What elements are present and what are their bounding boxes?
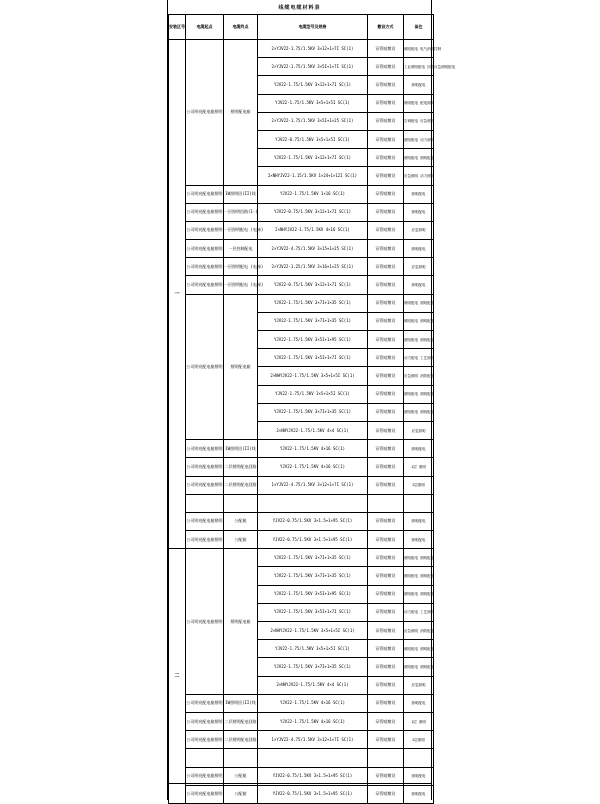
- table-row: [169, 185, 434, 203]
- cable-cell: 2×YJV22-1.75/1.5KV 3×12+1×7I SC(1): [258, 40, 368, 58]
- start-cell: 公司明亮配电箱照明: [186, 40, 224, 186]
- remark-cell: 照明配电 电气消防控制: [404, 40, 434, 58]
- col-header-start: 电缆起点: [186, 15, 224, 40]
- method-cell: 穿管暗敷设: [368, 603, 404, 621]
- remark-cell: 照明配电: [404, 512, 434, 530]
- remark-cell: 动力配电 工艺照明: [404, 603, 434, 621]
- cable-cell: YJV22-0.75/1.5KV 3×1.5+1×95 SC(1): [258, 785, 368, 803]
- table-row: [169, 549, 434, 567]
- method-cell: 穿管暗敷设: [368, 567, 404, 585]
- zone-cell: 一: [169, 40, 186, 549]
- table-row: [169, 40, 434, 58]
- cable-cell: 2×NHYJV22-1.75/1.5KV 4×16 SC(1): [258, 221, 368, 239]
- table-row: [169, 731, 434, 749]
- method-cell: 穿管暗敷设: [368, 676, 404, 694]
- start-cell: 公司明亮配电箱照明: [186, 476, 224, 494]
- start-cell: 公司明亮配电箱照明: [186, 549, 224, 695]
- cable-cell: 2×NHYJV22-1.15/1.5KV 1×24+1×12I SC(1): [258, 167, 368, 185]
- remark-cell: 照明配电 照明配电: [404, 331, 434, 349]
- method-cell: 穿管暗敷设: [368, 203, 404, 221]
- cable-cell: YJV22-0.75/1.5KV 3×1.5+1×95 SC(1): [258, 512, 368, 530]
- end-cell: 一层控制配电: [224, 240, 258, 258]
- cable-cell: YJV22-1.75/1.5KV 4×16 SC(1): [258, 712, 368, 730]
- method-cell: 穿管暗敷设: [368, 731, 404, 749]
- end-cell: [224, 749, 258, 767]
- start-cell: 公司明亮配电箱照明: [186, 276, 224, 294]
- method-cell: [368, 494, 404, 512]
- end-cell: 1W照明回(II)线: [224, 185, 258, 203]
- start-cell: 公司明亮配电箱照明: [186, 440, 224, 458]
- remark-cell: 1层 照明: [404, 458, 434, 476]
- end-cell: 二层照明配电回路: [224, 712, 258, 730]
- method-cell: 穿管暗敷设: [368, 349, 404, 367]
- end-cell: 一层照明配电 (电梯): [224, 258, 258, 276]
- table-row: [169, 276, 434, 294]
- remark-cell: 照明配电 照明配电: [404, 567, 434, 585]
- method-cell: 穿管暗敷设: [368, 694, 404, 712]
- zone-cell: 二: [169, 549, 186, 804]
- cable-cell: 2×YJV22-1.75/1.5KV 3×5I+1×25 SC(1): [258, 112, 368, 130]
- start-cell: 公司明亮配电箱照明: [186, 785, 224, 803]
- method-cell: 穿管暗敷设: [368, 276, 404, 294]
- start-cell: 公司明亮配电箱照明: [186, 258, 224, 276]
- end-cell: 一层照明配电 (电梯): [224, 221, 258, 239]
- end-cell: 二层照明配电回路: [224, 731, 258, 749]
- method-cell: 穿管暗敷设: [368, 112, 404, 130]
- method-cell: 穿管暗敷设: [368, 40, 404, 58]
- end-cell: 二层照明配电回路: [224, 458, 258, 476]
- start-cell: 公司明亮配电箱照明: [186, 767, 224, 785]
- end-cell: 一层照明配电 (电梯): [224, 276, 258, 294]
- cable-cell: YJV22-1.75/1.5KV 3×7I+1×35 SC(1): [258, 658, 368, 676]
- remark-cell: 应急照明 消防配电: [404, 367, 434, 385]
- remark-cell: 照明配电: [404, 240, 434, 258]
- cable-cell: YJV22-1.75/1.5KV 3×5I+1×7I SC(1): [258, 603, 368, 621]
- method-cell: 穿管暗敷设: [368, 658, 404, 676]
- remark-cell: 照明配电 配电照明: [404, 94, 434, 112]
- cable-cell: 2×YJV22-1.25/1.5KV 3×16+1×25 SC(1): [258, 258, 368, 276]
- cable-cell: 1×YJV22-4.75/1.5KV 3×12+1×7I SC(1): [258, 731, 368, 749]
- method-cell: 穿管暗敷设: [368, 785, 404, 803]
- cable-cell: 2×NHYJV22-1.75/1.5KV 3×5+1×5I SC(1): [258, 622, 368, 640]
- cable-cell: YJV22-1.75/1.5KV 4×16 SC(1): [258, 440, 368, 458]
- table-row: [169, 512, 434, 530]
- end-cell: 一层照明回路(1-): [224, 203, 258, 221]
- remark-cell: 照明配电 照明配电: [404, 658, 434, 676]
- cable-cell: YJV22-1.75/1.5KV 3×7I+1×35 SC(1): [258, 403, 368, 421]
- method-cell: 穿管暗敷设: [368, 240, 404, 258]
- end-cell: 公配箱: [224, 785, 258, 803]
- remark-cell: 照明配电 照明配电: [404, 549, 434, 567]
- remark-cell: 照明配电 照明配电: [404, 585, 434, 603]
- start-cell: 公司明亮配电箱照明: [186, 240, 224, 258]
- remark-cell: 2层照明: [404, 476, 434, 494]
- cable-cell: 2×NHYJV22-1.75/1.5KV 4×4 SC(1): [258, 676, 368, 694]
- remark-cell: 照明配电 照明配电: [404, 640, 434, 658]
- table-row: [169, 494, 434, 512]
- remark-cell: 应急照明: [404, 421, 434, 439]
- method-cell: 穿管暗敷设: [368, 331, 404, 349]
- table-row: [169, 458, 434, 476]
- cable-cell: YJV22-1.75/1.5KV 3×7I+1×35 SC(1): [258, 294, 368, 312]
- remark-cell: 照明配电 照明配电: [404, 149, 434, 167]
- method-cell: 穿管暗敷设: [368, 367, 404, 385]
- cable-cell: YJV22-1.75/1.5KV 3×5I+1×95 SC(1): [258, 331, 368, 349]
- remark-cell: 照明配电: [404, 785, 434, 803]
- table-row: [169, 440, 434, 458]
- remark-cell: 照明配电 照明配电: [404, 312, 434, 330]
- cable-cell: YJV22-1.75/1.5KV 1×16 SC(1): [258, 185, 368, 203]
- method-cell: 穿管暗敷设: [368, 258, 404, 276]
- table-row: [169, 694, 434, 712]
- start-cell: 公司明亮配电箱照明: [186, 221, 224, 239]
- remark-cell: 照明配电: [404, 767, 434, 785]
- remark-cell: 照明配电 照明配电: [404, 294, 434, 312]
- end-cell: 公配箱: [224, 512, 258, 530]
- remark-cell: 照明配电: [404, 440, 434, 458]
- cable-cell: YJV22-1.75/1.5KV 4×16 SC(1): [258, 458, 368, 476]
- sheet-footer: [168, 783, 431, 801]
- method-cell: 穿管暗敷设: [368, 549, 404, 567]
- end-cell: 二层照明配电回路: [224, 476, 258, 494]
- start-cell: 公司明亮配电箱照明: [186, 531, 224, 549]
- start-cell: 公司明亮配电箱照明: [186, 731, 224, 749]
- start-cell: 公司明亮配电箱照明: [186, 294, 224, 440]
- method-cell: 穿管暗敷设: [368, 767, 404, 785]
- cable-cell: YJV22-1.75/1.5KV 3×5+1×5I SC(1): [258, 640, 368, 658]
- cable-cell: YJV22-0.75/1.5KV 3×5+1×5I SC(1): [258, 130, 368, 148]
- remark-cell: 照明配电: [404, 694, 434, 712]
- cable-cell: YJV22-1.75/1.5KV 3×7I+1×35 SC(1): [258, 549, 368, 567]
- col-header-zone: 安装区号: [169, 15, 186, 40]
- cable-cell: YJV22-1.75/1.5KV 3×12+1×7I SC(1): [258, 76, 368, 94]
- method-cell: 穿管暗敷设: [368, 76, 404, 94]
- col-header-cable: 电缆型号及规格: [258, 15, 368, 40]
- table-header-row: [169, 15, 434, 40]
- method-cell: 穿管暗敷设: [368, 58, 404, 76]
- method-cell: 穿管暗敷设: [368, 512, 404, 530]
- cable-cell: [258, 494, 368, 512]
- col-header-method: 敷设方式: [368, 15, 404, 40]
- method-cell: 穿管暗敷设: [368, 640, 404, 658]
- col-header-remark: 备注: [404, 15, 434, 40]
- method-cell: 穿管暗敷设: [368, 440, 404, 458]
- end-cell: 1W照明回(II)线: [224, 694, 258, 712]
- cable-cell: YJV22-1.75/1.5KV 4×16 SC(1): [258, 694, 368, 712]
- cable-cell: 2×NHYJV22-1.75/1.5KV 3×5+1×5I SC(1): [258, 367, 368, 385]
- remark-cell: 应急照明 消防配电: [404, 622, 434, 640]
- start-cell: 公司明亮配电箱照明: [186, 694, 224, 712]
- table-row: [169, 240, 434, 258]
- cable-cell: YJV22-1.75/1.5KV 3×5+1×5I SC(1): [258, 385, 368, 403]
- method-cell: 穿管暗敷设: [368, 94, 404, 112]
- sheet-title: 线缆电缆材料表: [278, 5, 321, 11]
- cable-cell: [258, 749, 368, 767]
- remark-cell: 照明配电 动力照明: [404, 130, 434, 148]
- method-cell: 穿管暗敷设: [368, 149, 404, 167]
- start-cell: [186, 494, 224, 512]
- method-cell: 穿管暗敷设: [368, 712, 404, 730]
- cable-cell: YJV22-1.75/1.5KV 3×7I+1×35 SC(1): [258, 567, 368, 585]
- table-row: [169, 749, 434, 767]
- cable-table: [168, 14, 456, 804]
- method-cell: 穿管暗敷设: [368, 221, 404, 239]
- cable-cell: YJV22-0.75/1.5KV 3×1.5+1×95 SC(1): [258, 767, 368, 785]
- method-cell: 穿管暗敷设: [368, 294, 404, 312]
- remark-cell: 应急照明: [404, 676, 434, 694]
- end-cell: 照明配电箱: [224, 40, 258, 186]
- cable-cell: YJV22-1.75/1.5KV 3×5+1×5I SC(1): [258, 94, 368, 112]
- cable-cell: 1×YJV22-4.75/1.5KV 3×12+1×7I SC(1): [258, 476, 368, 494]
- remark-cell: [404, 494, 434, 512]
- method-cell: 穿管暗敷设: [368, 421, 404, 439]
- method-cell: 穿管暗敷设: [368, 458, 404, 476]
- table-row: [169, 294, 434, 312]
- remark-cell: 空调配电 应急照明: [404, 112, 434, 130]
- cable-cell: 2×NHYJV22-1.75/1.5KV 4×4 SC(1): [258, 421, 368, 439]
- remark-cell: [404, 749, 434, 767]
- remark-cell: 应急照明 动力照明: [404, 167, 434, 185]
- method-cell: 穿管暗敷设: [368, 185, 404, 203]
- end-cell: 照明配电箱: [224, 549, 258, 695]
- cable-cell: YJV22-0.75/1.5KV 3×12+1×7I SC(1): [258, 276, 368, 294]
- remark-cell: 照明配电: [404, 203, 434, 221]
- method-cell: 穿管暗敷设: [368, 476, 404, 494]
- method-cell: 穿管暗敷设: [368, 531, 404, 549]
- start-cell: 公司明亮配电箱照明: [186, 512, 224, 530]
- method-cell: [368, 749, 404, 767]
- cable-cell: YJV22-1.75/1.5KV 3×7I+1×35 SC(1): [258, 312, 368, 330]
- start-cell: [186, 749, 224, 767]
- remark-cell: 动力配电 工艺照明: [404, 349, 434, 367]
- cable-cell: YJV22-1.75/1.5KV 3×5I+1×95 SC(1): [258, 585, 368, 603]
- table-row: [169, 476, 434, 494]
- cable-cell: 2×YJV22-4.75/1.5KV 3×15+1×25 SC(1): [258, 240, 368, 258]
- remark-cell: 2层照明: [404, 731, 434, 749]
- remark-cell: 照明配电: [404, 531, 434, 549]
- start-cell: 公司明亮配电箱照明: [186, 185, 224, 203]
- remark-cell: 应急照明: [404, 221, 434, 239]
- method-cell: 穿管暗敷设: [368, 585, 404, 603]
- table-row: [169, 203, 434, 221]
- col-header-end: 电缆终点: [224, 15, 258, 40]
- remark-cell: 照明配电: [404, 76, 434, 94]
- method-cell: 穿管暗敷设: [368, 385, 404, 403]
- end-cell: 1W照明回(II)线: [224, 440, 258, 458]
- cable-cell: 2×YJV22-1.75/1.5KV 3×5I+1×7I SC(1): [258, 58, 368, 76]
- cable-cell: YJV22-0.75/1.5KV 3×1.5+1×95 SC(1): [258, 531, 368, 549]
- start-cell: 公司明亮配电箱照明: [186, 712, 224, 730]
- cable-cell: YJV22-1.75/1.5KV 3×5I+1×7I SC(1): [258, 349, 368, 367]
- remark-cell: 照明配电: [404, 276, 434, 294]
- method-cell: 穿管暗敷设: [368, 167, 404, 185]
- method-cell: 穿管暗敷设: [368, 130, 404, 148]
- remark-cell: 1层 照明: [404, 712, 434, 730]
- table-row: [169, 221, 434, 239]
- end-cell: 照明配电箱: [224, 294, 258, 440]
- method-cell: 穿管暗敷设: [368, 403, 404, 421]
- table-row: [169, 531, 434, 549]
- method-cell: 穿管暗敷设: [368, 312, 404, 330]
- remark-cell: 照明配电 照明配电: [404, 403, 434, 421]
- end-cell: [224, 494, 258, 512]
- remark-cell: 照明配电 照明配电: [404, 385, 434, 403]
- table-row: [169, 258, 434, 276]
- cable-cell: YJV22-0.75/1.5KV 3×12+1×7I SC(1): [258, 203, 368, 221]
- remark-cell: 照明配电: [404, 185, 434, 203]
- cable-schedule-sheet: [167, 0, 456, 800]
- table-row: [169, 712, 434, 730]
- end-cell: 公配箱: [224, 531, 258, 549]
- remark-cell: 应急照明: [404, 258, 434, 276]
- remark-cell: 工业照明配电 回路应急照明配电: [404, 58, 434, 76]
- cable-cell: YJV22-1.75/1.5KV 3×12+1×7I SC(1): [258, 149, 368, 167]
- start-cell: 公司明亮配电箱照明: [186, 458, 224, 476]
- end-cell: 公配箱: [224, 767, 258, 785]
- start-cell: 公司明亮配电箱照明: [186, 203, 224, 221]
- method-cell: 穿管暗敷设: [368, 622, 404, 640]
